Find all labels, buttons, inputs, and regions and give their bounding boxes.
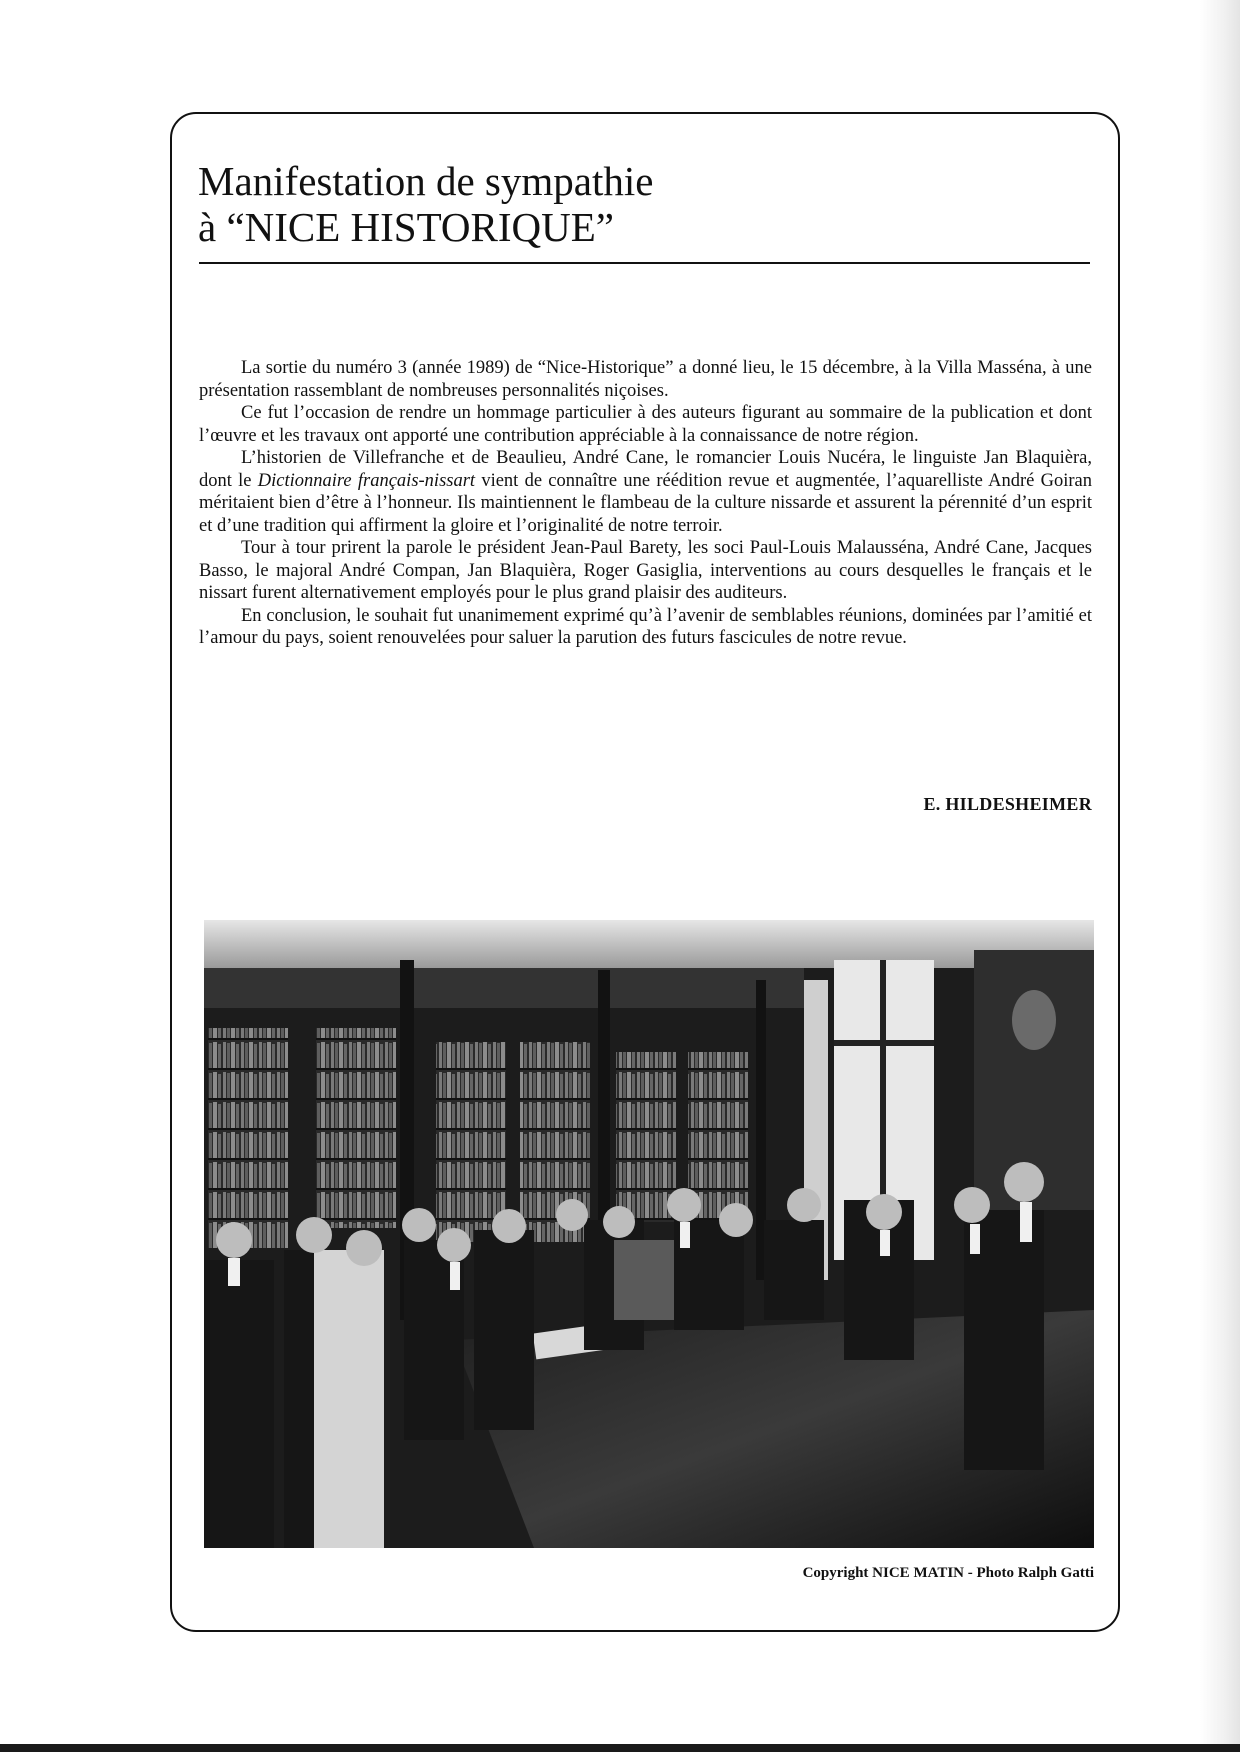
title-line-2: à “NICE HISTORIQUE” (198, 204, 614, 250)
paragraph-3 (199, 447, 1092, 537)
scan-edge-bottom (0, 1744, 1240, 1752)
title-line-1: Manifestation de sympathie (198, 158, 654, 204)
paragraph-2: Ce fut l’occasion de rendre un hommage particulier à des auteurs figurant au sommaire de la publication et dont l’œuvre et les travaux ont apporté une contribution appréciable à la connaissance de notre région. (199, 403, 1092, 446)
paragraph-5: En conclusion, le souhait fut unanimement exprimé qu’à l’avenir de semblables réunions, dominées par l’amitié et l’amour du pays, soient renouvelées pour saluer la parution des futurs fascicules de notre revue. (199, 605, 1092, 648)
paragraph-3-end: vient de connaître une réédition revue et augmentée, l’aquarelliste André Goiran méritaient bien d’être à l’honneur. Ils maintiennent le flambeau de la culture nissarde et assurent la pérennité d’un esprit et d’une tradition qui affirment la gloire et l’originalité de notre terroir. (199, 470, 1092, 536)
page-title (198, 158, 1098, 250)
paragraph-1: La sortie du numéro 3 (année 1989) de “Nice-Historique” a donné lieu, le 15 décembre, à la Villa Masséna, à une présentation rassemblant de nombreuses personnalités niçoises. (199, 358, 1092, 401)
group-photo (204, 920, 1094, 1548)
paragraph-4: Tour à tour prirent la parole le président Jean-Paul Barety, les soci Paul-Louis Malausséna, André Cane, Jacques Basso, le majoral André Compan, Jan Blaquièra, Roger Gasiglia, interventions au cours desquelles le français et le nissart furent alternativement employés pour le plus grand plaisir des auditeurs. (199, 538, 1092, 603)
author-signature: E. HILDESHEIMER (923, 794, 1092, 814)
dictionary-title: Dictionnaire français-nissart (257, 470, 476, 491)
article-body (199, 357, 1092, 650)
title-rule (199, 262, 1090, 264)
scan-edge-shadow (1200, 0, 1240, 1752)
paragraph-3-start: L’historien de Villefranche et de Beaulieu, André Cane, le romancier Louis Nucéra, le linguiste Jan Blaquièra, dont le (199, 448, 1092, 491)
photo-caption: Copyright NICE MATIN - Photo Ralph Gatti (802, 1565, 1094, 1581)
